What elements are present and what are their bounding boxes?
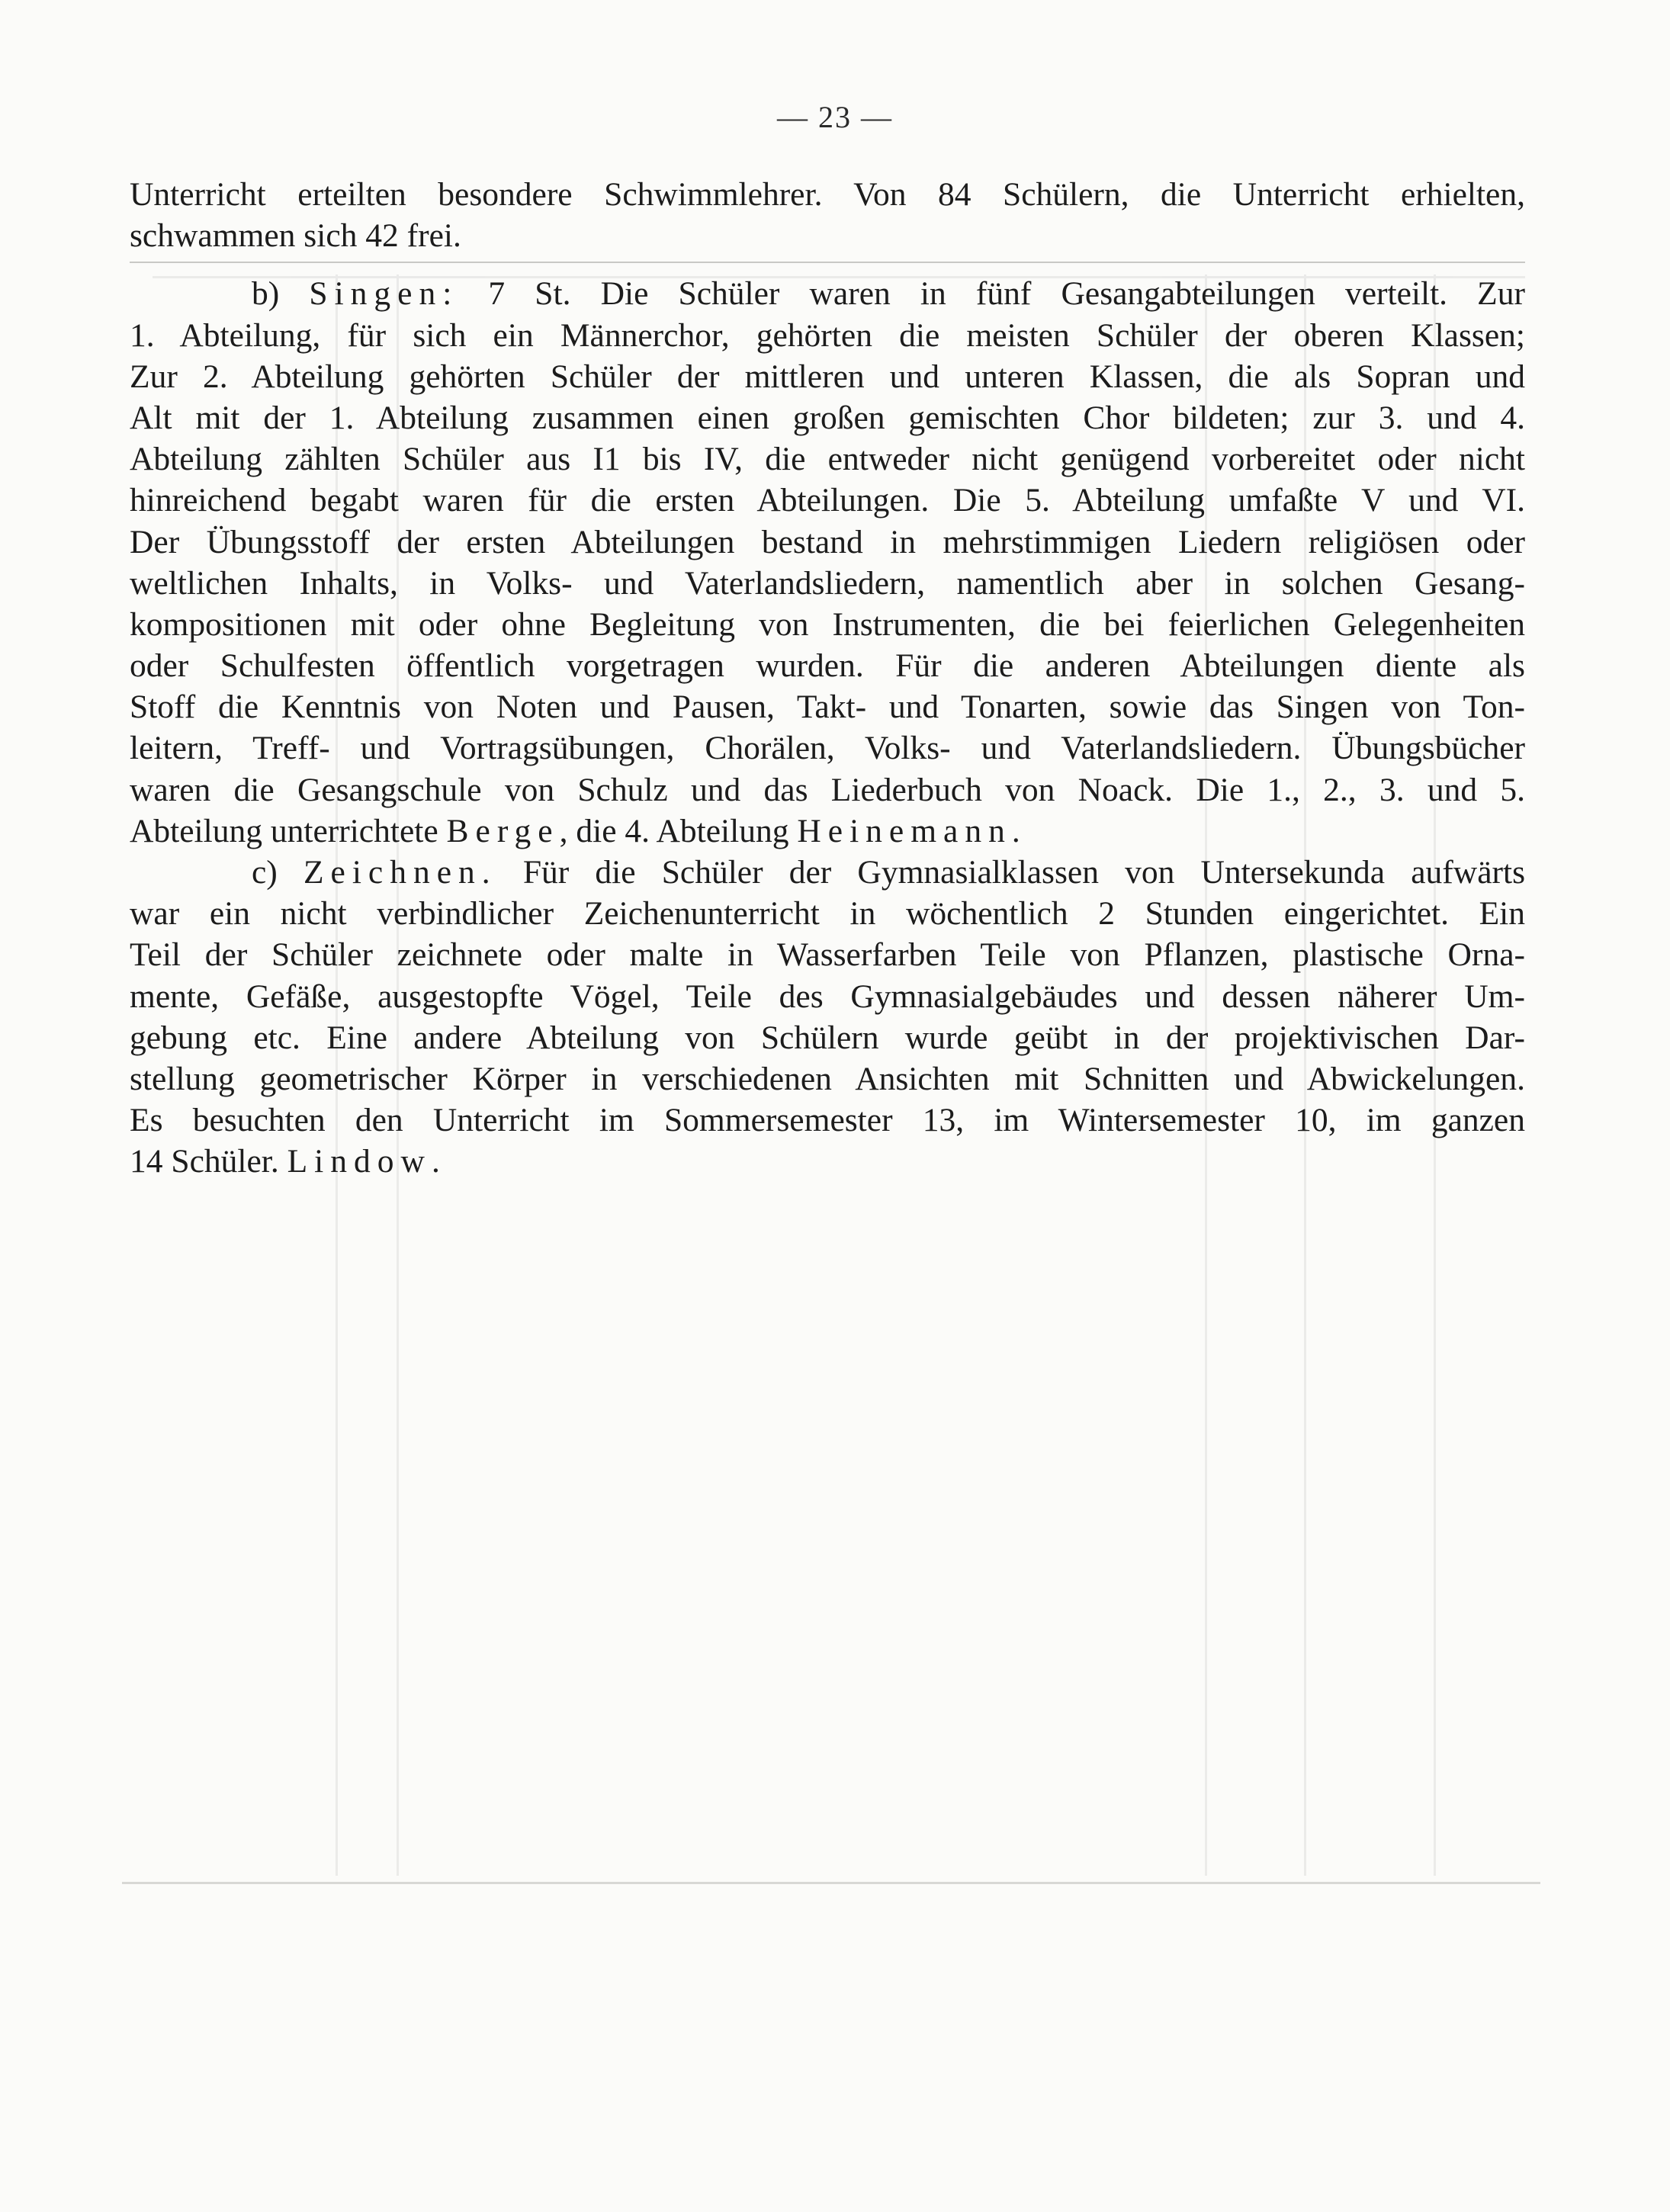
- teacher-name-heinemann: Heinemann: [797, 812, 1012, 849]
- page-number: — 23 —: [777, 100, 893, 134]
- zeichnen-last-suffix: .: [431, 1143, 440, 1180]
- paragraph-singen-line: weltlichen Inhalts, in Volks- und Vaterlandsliedern, namentlich aber in solchen Gesang-: [130, 564, 1525, 602]
- paragraph-singen-line: leitern, Treff- und Vortragsübungen, Chorälen, Volks- und Vaterlandsliedern. Übungsbücher: [130, 730, 1525, 767]
- zeichnen-heading: Zeichnen.: [303, 854, 497, 891]
- paragraph-singen-first-line: [130, 273, 1525, 314]
- paragraph-zeichnen-line: gebung etc. Eine andere Abteilung von Schülern wurde geübt in der projektivischen Dar-: [130, 1019, 1525, 1056]
- zeichnen-last-prefix: 14 Schüler.: [130, 1143, 287, 1180]
- singen-heading: Singen:: [309, 275, 459, 313]
- singen-last-prefix: Abteilung unterrichtete: [130, 812, 447, 849]
- paragraph-singen-line: Stoff die Kenntnis von Noten und Pausen, Takt- und Tonarten, sowie das Singen von Ton-: [130, 689, 1525, 726]
- paragraph-zeichnen-line: mente, Gefäße, ausgestopfte Vögel, Teile des Gymnasialgebäudes und dessen näherer Um-: [130, 978, 1525, 1015]
- body-text: [130, 174, 1525, 1183]
- paragraph-zeichnen-line: stellung geometrischer Körper in verschiedenen Ansichten mit Schnitten und Abwickelungen.: [130, 1060, 1525, 1097]
- paragraph-zeichnen-line: war ein nicht verbindlicher Zeichenunterricht in wöchentlich 2 Stunden eingerichtet. Ein: [130, 895, 1525, 933]
- paragraph-singen-line: hinreichend begabt waren für die ersten Abteilungen. Die 5. Abteilung umfaßte V und VI.: [130, 482, 1525, 519]
- teacher-name-lindow: Lindow: [287, 1143, 432, 1180]
- paragraph-singen-line: oder Schulfesten öffentlich vorgetragen wurden. Für die anderen Abteilungen diente als: [130, 647, 1525, 685]
- paragraph-zeichnen-line: Teil der Schüler zeichnete oder malte in Wasserfarben Teile von Pflanzen, plastische Orna-: [130, 936, 1525, 974]
- singen-last-mid: , die 4. Abteilung: [559, 812, 798, 849]
- paragraph-singen-line: Zur 2. Abteilung gehörten Schüler der mittleren und unteren Klassen, die als Sopran und: [130, 358, 1525, 395]
- paragraph-zeichnen-line: Es besuchten den Unterricht im Sommersemester 13, im Wintersemester 10, im ganzen: [130, 1102, 1525, 1139]
- paragraph-singen-line: 1. Abteilung, für sich ein Männerchor, gehörten die meisten Schüler der oberen Klassen;: [130, 316, 1525, 354]
- paragraph-singen-line: waren die Gesangschule von Schulz und das Liederbuch von Noack. Die 1., 2., 3. und 5.: [130, 771, 1525, 808]
- paragraph-singen-line: kompositionen mit oder ohne Begleitung von Instrumenten, die bei feierlichen Gelegenheiten: [130, 605, 1525, 643]
- bleed-through-rule: [122, 1882, 1540, 1884]
- paragraph-singen-line: Der Übungsstoff der ersten Abteilungen bestand in mehrstimmigen Liedern religiösen oder: [130, 523, 1525, 560]
- zeichnen-label-prefix: c): [252, 854, 303, 891]
- paragraph-1-line-1: Unterricht erteilten besondere Schwimmlehrer. Von 84 Schülern, die Unterricht erhielten,: [130, 176, 1525, 213]
- singen-label-prefix: b): [252, 275, 310, 313]
- zeichnen-first-line-rest: Für die Schüler der Gymnasialklassen von Untersekunda aufwärts: [496, 854, 1525, 891]
- paragraph-zeichnen-first-line: [130, 852, 1525, 893]
- teacher-name-berge: Berge: [446, 812, 560, 849]
- singen-first-line-rest: 7 St. Die Schüler waren in fünf Gesangabteilungen verteilt. Zur: [458, 275, 1525, 313]
- paragraph-zeichnen-last-line: [130, 1141, 1525, 1182]
- paragraph-singen-line: Alt mit der 1. Abteilung zusammen einen großen gemischten Chor bildeten; zur 3. und 4.: [130, 399, 1525, 436]
- paragraph-singen-last-line: [130, 811, 1525, 852]
- paragraph-singen-line: Abteilung zählten Schüler aus I1 bis IV, die entweder nicht genügend vorbereitet oder nicht: [130, 441, 1525, 478]
- paragraph-1-line-2: schwammen sich 42 frei.: [130, 217, 461, 255]
- singen-last-suffix: .: [1011, 812, 1020, 849]
